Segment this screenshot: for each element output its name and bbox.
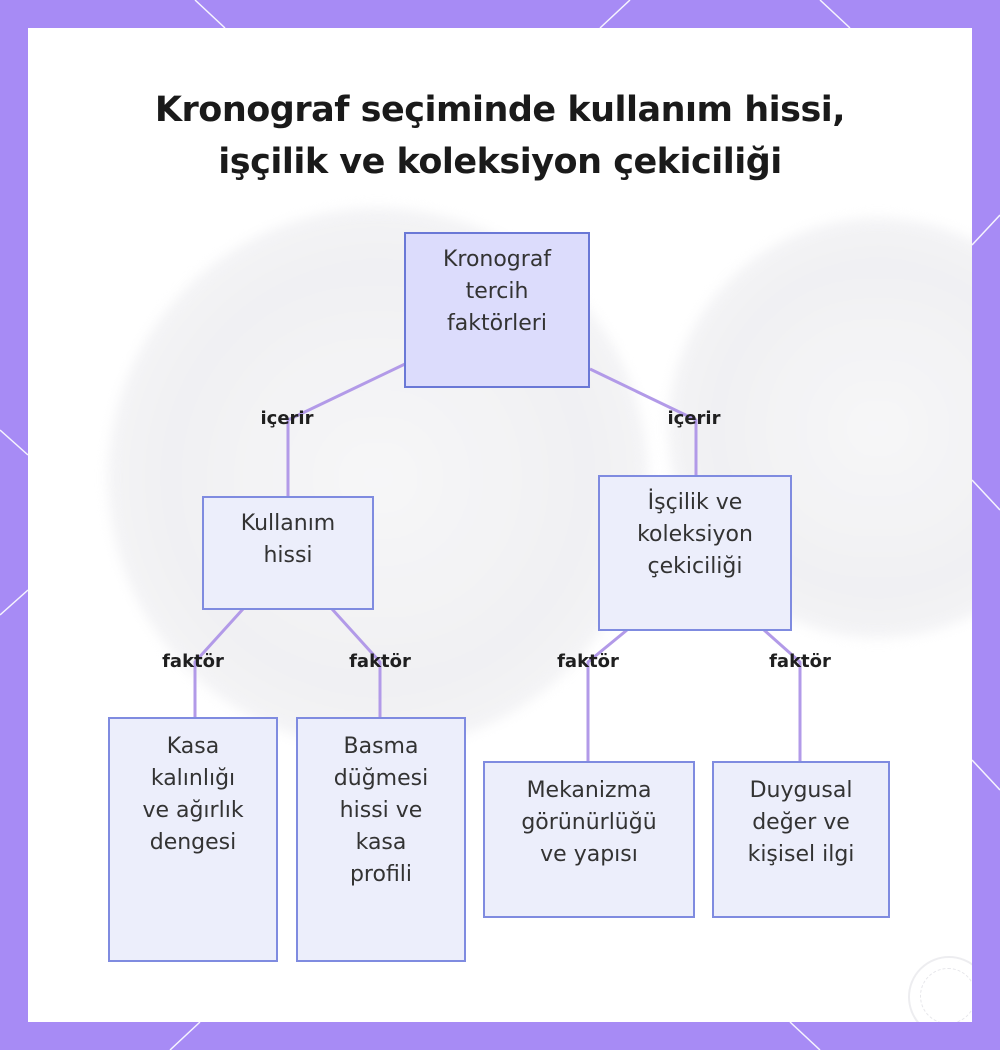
node-line: tercih (465, 279, 529, 304)
node-line: kişisel ilgi (747, 842, 855, 867)
node-duygusal-deger (712, 761, 890, 918)
title-line-1: Kronograf seçiminde kullanım hissi, (154, 90, 846, 130)
node-line: dengesi (149, 830, 237, 855)
node-line: ve ağırlık (142, 798, 244, 823)
node-line: Kullanım (240, 511, 336, 536)
node-line: Basma (343, 734, 419, 759)
edge-label-craft-emotional: faktör (769, 651, 831, 672)
edge-craft-emotional (764, 630, 800, 762)
edge-root-usage (288, 364, 405, 498)
node-kasa-kalinligi (108, 717, 278, 962)
node-kronograf-tercih-faktorleri (404, 232, 590, 388)
edge-label-root-usage: içerir (260, 408, 314, 429)
node-basma-dugmesi (296, 717, 466, 962)
node-line: çekiciliği (647, 554, 743, 579)
title-line-2: işçilik ve koleksiyon çekiciliği (218, 142, 782, 182)
edge-label-craft-mechanism: faktör (557, 651, 619, 672)
node-line: hissi ve (339, 798, 423, 823)
node-kullanim-hissi (202, 496, 374, 610)
node-line: Duygusal (749, 778, 853, 803)
node-line: düğmesi (333, 766, 429, 791)
node-line: ve yapısı (540, 842, 638, 867)
node-line: koleksiyon (637, 522, 753, 547)
node-line: Kasa (166, 734, 220, 759)
node-line: Kronograf (442, 247, 552, 272)
node-line: değer ve (752, 810, 850, 835)
node-line: İşçilik ve (647, 490, 743, 515)
node-line: profili (349, 862, 413, 887)
edge-craft-mechanism (588, 630, 627, 762)
node-line: görünürlüğü (521, 810, 657, 835)
node-line: faktörleri (447, 311, 547, 336)
node-line: hissi (263, 543, 313, 568)
edge-label-usage-case: faktör (162, 651, 224, 672)
edge-label-root-craft: içerir (667, 408, 721, 429)
node-line: Mekanizma (526, 778, 652, 803)
node-line: kasa (355, 830, 407, 855)
node-mekanizma-gorunurlugu (483, 761, 695, 918)
node-line: kalınlığı (150, 766, 236, 791)
node-iscilik-koleksiyon (598, 475, 792, 631)
edge-label-usage-button: faktör (349, 651, 411, 672)
